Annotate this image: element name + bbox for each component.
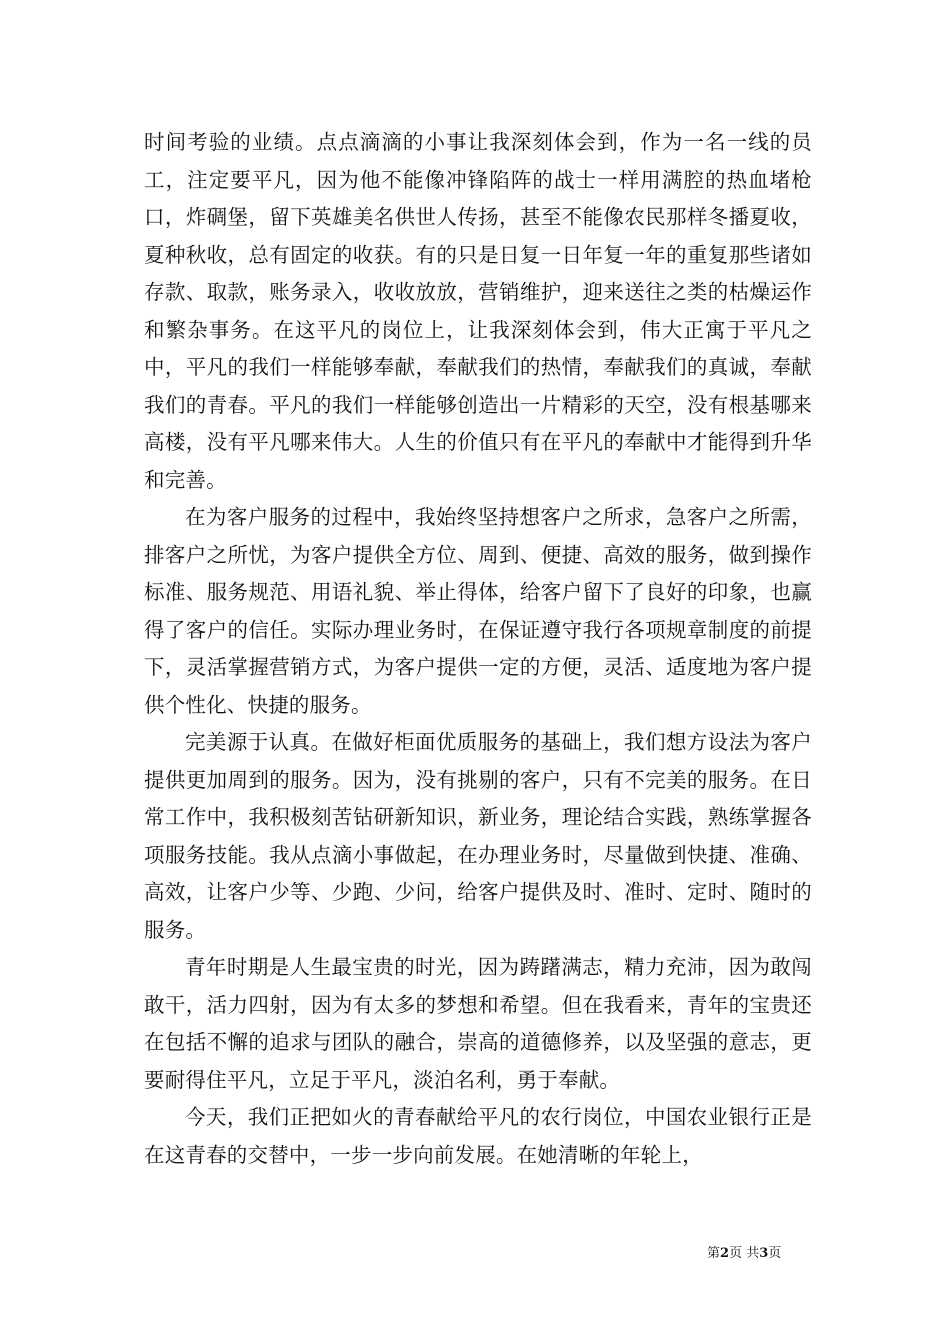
paragraph-4: 青年时期是人生最宝贵的时光，因为踌躇满志，精力充沛，因为敢闯敢干，活力四射，因为有太多的梦想和希望。但在我看来，青年的宝贵还在包括不懈的追求与团队的融合，崇高的道德修养，以及坚强的意志，更要耐得住平凡，立足于平凡，淡泊名利，勇于奉献。	[144, 955, 812, 1092]
footer-suffix: 页	[768, 1246, 782, 1261]
footer-middle: 页 共	[729, 1246, 760, 1261]
footer-total-pages: 3	[759, 1246, 769, 1261]
page-number-footer	[707, 1245, 781, 1263]
paragraph-3: 完美源于认真。在做好柜面优质服务的基础上，我们想方设法为客户提供更加周到的服务。因为，没有挑剔的客户，只有不完美的服务。在日常工作中，我积极刻苦钻研新知识，新业务，理论结合实践，熟练掌握各项服务技能。我从点滴小事做起，在办理业务时，尽量做到快捷、准确、高效，让客户少等、少跑、少问，给客户提供及时、准时、定时、随时的服务。	[144, 730, 812, 942]
document-body	[144, 124, 812, 1174]
paragraph-1: 时间考验的业绩。点点滴滴的小事让我深刻体会到，作为一名一线的员工，注定要平凡，因为他不能像冲锋陷阵的战士一样用满腔的热血堵枪口，炸碉堡，留下英雄美名供世人传扬，甚至不能像农民那样冬播夏收，夏种秋收，总有固定的收获。有的只是日复一日年复一年的重复那些诸如存款、取款，账务录入，收收放放，营销维护，迎来送往之类的枯燥运作和繁杂事务。在这平凡的岗位上，让我深刻体会到，伟大正寓于平凡之中，平凡的我们一样能够奉献，奉献我们的热情，奉献我们的真诚，奉献我们的青春。平凡的我们一样能够创造出一片精彩的天空，没有根基哪来高楼，没有平凡哪来伟大。人生的价值只有在平凡的奉献中才能得到升华和完善。	[144, 130, 812, 492]
footer-current-page: 2	[720, 1246, 730, 1261]
paragraph-2: 在为客户服务的过程中，我始终坚持想客户之所求，急客户之所需，排客户之所忧，为客户提供全方位、周到、便捷、高效的服务，做到操作标准、服务规范、用语礼貌、举止得体，给客户留下了良好的印象，也赢得了客户的信任。实际办理业务时，在保证遵守我行各项规章制度的前提下，灵活掌握营销方式，为客户提供一定的方便，灵活、适度地为客户提供个性化、快捷的服务。	[144, 505, 812, 717]
footer-prefix: 第	[707, 1246, 721, 1261]
paragraph-5: 今天，我们正把如火的青春献给平凡的农行岗位，中国农业银行正是在这青春的交替中，一步一步向前发展。在她清晰的年轮上，	[144, 1105, 812, 1167]
